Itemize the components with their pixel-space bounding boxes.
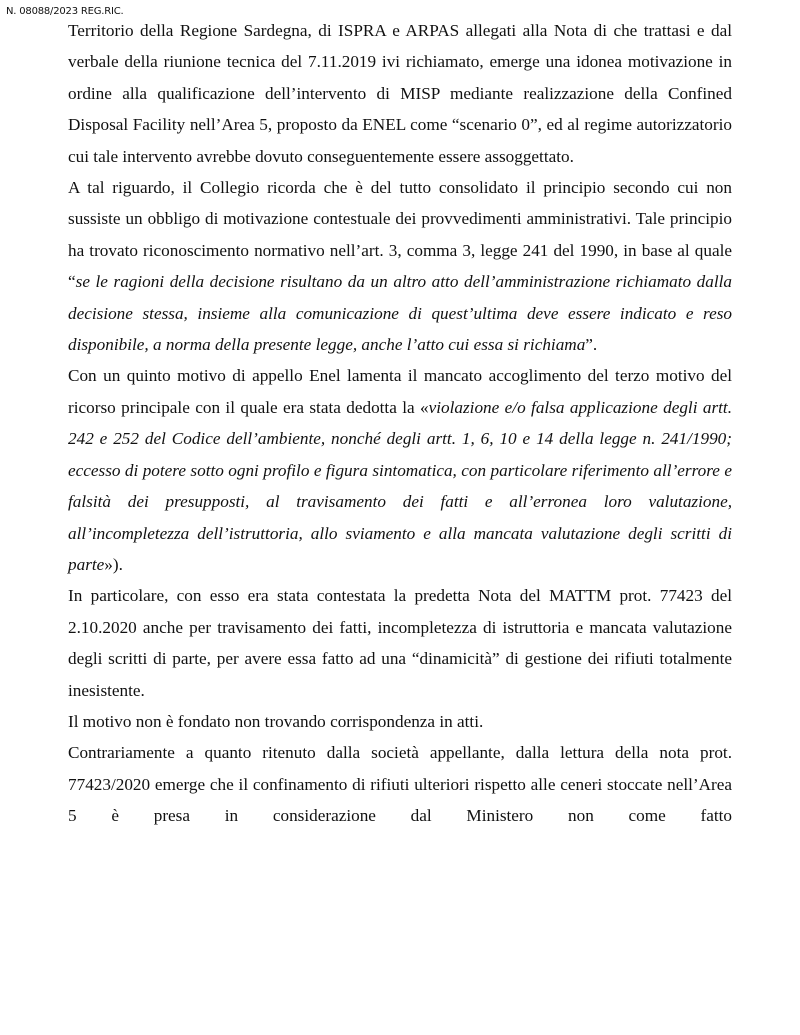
paragraph-3-quote: violazione e/o falsa applicazione degli artt. 242 e 252 del Codice dell’ambiente, nonché degli artt. 1, 6, 10 e 14 della legge n. 241/1990; eccesso di potere sotto ogni profilo e figura sintomatica, con particolare riferimento all’errore e falsità dei presupposti, al travisamento dei fatti e all’erronea loro valutazione, all’incompletezza dell’istruttoria, allo sviamento e alla mancata valutazione degli scritti di parte xyxy=(68,397,732,574)
paragraph-5: Il motivo non è fondato non trovando corrispondenza in atti. xyxy=(68,711,484,731)
paragraph-1: Territorio della Regione Sardegna, di ISPRA e ARPAS allegati alla Nota di che trattasi e dal verbale della riunione tecnica del 7.11.2019 ivi richiamato, emerge una idonea motivazione in ordine alla qualificazione dell’intervento di MISP mediante realizzazione della Confined Disposal Facility nell’Area 5, proposto da ENEL come “scenario 0”, ed al regime autorizzatorio cui tale intervento avrebbe dovuto conseguentemente essere assoggettato. xyxy=(68,21,732,166)
paragraph-3-tail: »). xyxy=(104,554,123,574)
paragraph-2 xyxy=(68,172,732,360)
paragraph-6: Contrariamente a quanto ritenuto dalla società appellante, dalla lettura della nota prot. 77423/2020 emerge che il confinamento di rifiuti ulteriori rispetto alle ceneri stoccate nell’Area 5 è presa in considerazione dal Ministero non come fatto xyxy=(68,743,732,826)
paragraph-2-tail: ”. xyxy=(585,335,598,355)
paragraph-4: In particolare, con esso era stata contestata la predetta Nota del MATTM prot. 77423 del 2.10.2020 anche per travisamento dei fatti, incompletezza di istruttoria e mancata valutazione degli scritti di parte, per avere essa fatto ad una “dinamicità” di gestione dei rifiuti totalmente inesistente. xyxy=(68,586,732,700)
paragraph-3 xyxy=(68,360,732,580)
paragraph-3-lead: Con un quinto motivo di appello Enel lamenta il mancato accoglimento del terzo motivo del ricorso principale con il quale era stata dedotta la « xyxy=(68,366,732,417)
paragraph-2-lead: A tal riguardo, il Collegio ricorda che è del tutto consolidato il principio secondo cui non sussiste un obbligo di motivazione contestuale dei provvedimenti amministrativi. Tale principio ha trovato riconoscimento normativo nell’art. 3, comma 3, legge 241 del 1990, in base al quale “ xyxy=(68,178,732,292)
registry-number: N. 08088/2023 REG.RIC. xyxy=(6,6,124,17)
document-body xyxy=(68,15,732,832)
paragraph-2-quote: se le ragioni della decisione risultano da un altro atto dell’amministrazione richiamato dalla decisione stessa, insieme alla comunicazione di quest’ultima deve essere indicato e reso disponibile, a norma della presente legge, anche l’atto cui essa si richiama xyxy=(68,272,732,355)
